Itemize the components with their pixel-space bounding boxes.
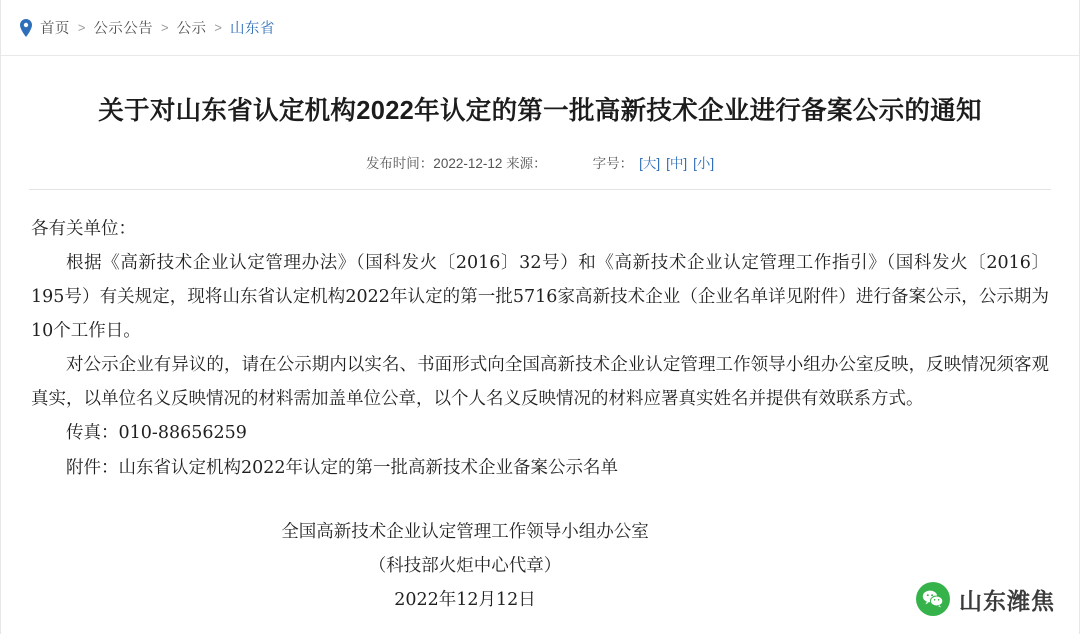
breadcrumb-separator: > [214, 20, 223, 35]
paragraph-basis: 根据《高新技术企业认定管理办法》（国科发火〔2016〕32号）和《高新技术企业认定管理工作指引》（国科发火〔2016〕195号）有关规定，现将山东省认定机构2022年认定的第一批5716家高新技术企业（企业名单详见附件）进行备案公示，公示期为10个工作日。 [31, 252, 1049, 342]
signature-seal: （科技部火炬中心代章） [368, 555, 562, 576]
breadcrumb-separator: > [161, 20, 169, 35]
fontsize-large-button[interactable]: [大] [639, 155, 661, 171]
paragraph-attachment: 附件：山东省认定机构2022年认定的第一批高新技术企业备案公示名单 [66, 457, 619, 478]
page-title: 关于对山东省认定机构2022年认定的第一批高新技术企业进行备案公示的通知 [98, 97, 982, 125]
fontsize-label: 字号： [592, 155, 634, 171]
meta-divider [29, 189, 1051, 190]
paragraph-fax: 传真：010-88656259 [66, 423, 247, 444]
paragraph-objection: 对公示企业有异议的，请在公示期内以实名、书面形式向全国高新技术企业认定管理工作领导小组办公室反映，反映情况须客观真实，以单位名义反映情况的材料需加盖单位公章，以个人名义反映情况的材料应署真实姓名并提供有效联系方式。 [31, 355, 1049, 410]
article [1, 94, 1079, 617]
signature-date: 2022年12月12日 [394, 589, 536, 610]
breadcrumb-item-home[interactable]: 首页 [40, 21, 70, 37]
wechat-icon [916, 582, 950, 616]
signature-office: 全国高新技术企业认定管理工作领导小组办公室 [281, 521, 649, 542]
fontsize-small-button[interactable]: [小] [693, 155, 715, 171]
location-pin-icon [19, 19, 33, 37]
breadcrumb-item-shandong[interactable]: 山东省 [230, 21, 275, 37]
breadcrumb [1, 0, 1079, 56]
article-body [29, 212, 1051, 485]
breadcrumb-item-announcements[interactable]: 公示公告 [93, 21, 154, 37]
watermark [916, 582, 1055, 616]
fontsize-control [593, 152, 715, 172]
breadcrumb-separator: > [77, 20, 86, 35]
article-signature [29, 515, 1051, 617]
fontsize-medium-button[interactable]: [中] [666, 155, 688, 171]
paragraph-salutation: 各有关单位： [31, 218, 136, 239]
breadcrumb-item-publicity[interactable]: 公示 [176, 21, 207, 37]
publish-info: 发布时间：2022-12-12 来源： [365, 155, 547, 171]
watermark-text: 山东潍焦 [959, 587, 1055, 614]
article-meta [29, 152, 1051, 172]
